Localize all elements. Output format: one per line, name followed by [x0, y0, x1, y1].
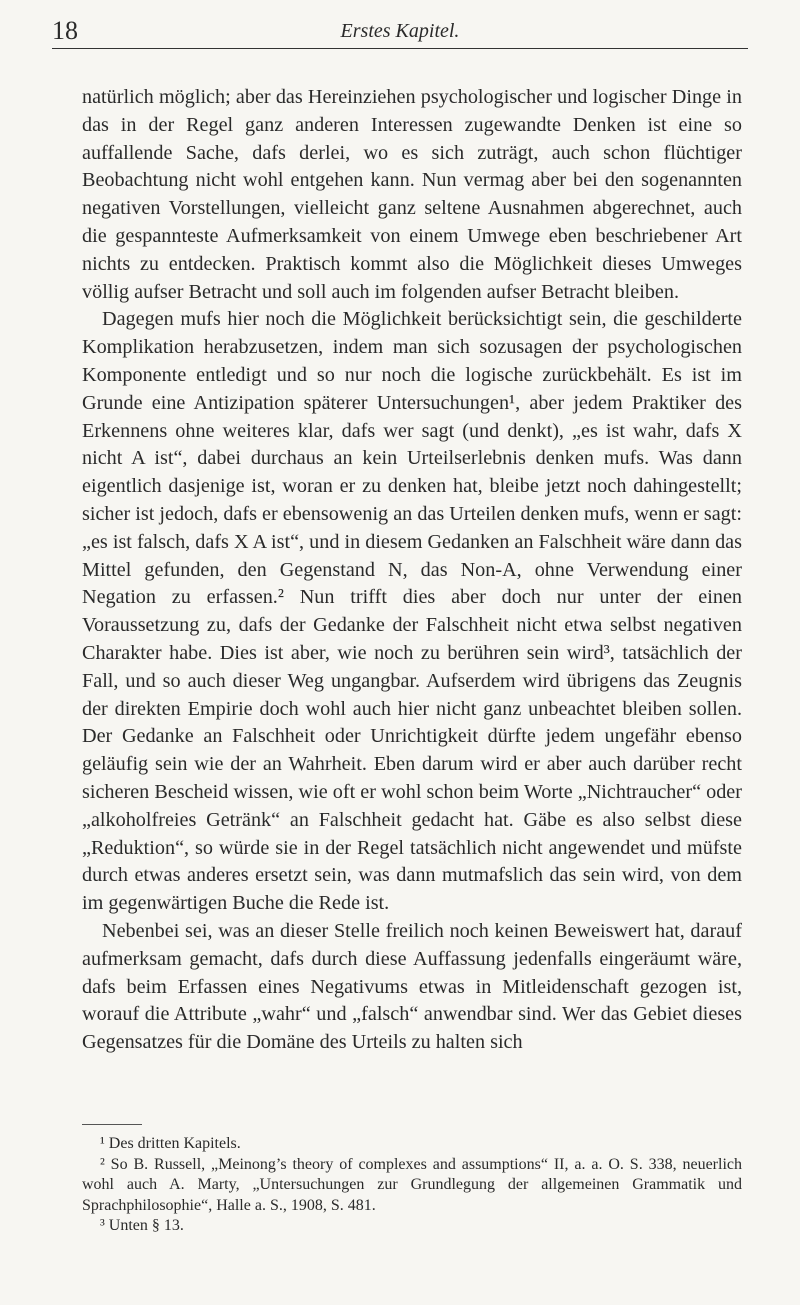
page-header: [52, 14, 748, 49]
footnote-divider: [82, 1124, 142, 1125]
running-head: Erstes Kapitel.: [340, 20, 460, 42]
page-number: 18: [52, 16, 78, 45]
paragraph-1: natürlich möglich; aber das Hereinziehen psychologischer und logischer Dinge in das in der Regel ganz anderen Interessen zugewandte Denken ist eine so auffallende Sache, dafs derlei, wo es sich zuträgt, auch schon flüchtiger Beobachtung nicht wohl entgehen kann. Nun vermag aber bei den sogenannten negativen Vorstellungen, vielleicht ganz seltene Ausnahmen abgerechnet, auch die gespannteste Aufmerksamkeit von einem Umwege eben beschriebener Art nichts zu entdecken. Praktisch kommt also die Möglichkeit dieses Umweges völlig aufser Betracht und soll auch im folgenden aufser Betracht bleiben.: [82, 86, 742, 303]
paragraph-2: Dagegen mufs hier noch die Möglichkeit berücksichtigt sein, die geschilderte Komplikation herabzusetzen, indem man sich sozusagen der psychologischen Komponente entledigt und so nur noch die logische zurückbehält. Es ist im Grunde eine Antizipation späterer Untersuchungen¹, aber jedem Praktiker des Erkennens ohne weiteres klar, dafs wer sagt (und denkt), „es ist wahr, dafs X nicht A ist“, dabei durchaus an kein Urteilserlebnis denken mufs. Was dann eigentlich dasjenige ist, woran er zu denken hat, bleibe jetzt noch dahingestellt; sicher ist jedoch, dafs er ebensowenig an das Urteilen denken mufs, wenn er sagt: „es ist falsch, dafs X A ist“, und in diesem Gedanken an Falschheit wäre dann das Mittel gefunden, den Gegenstand N, das Non-A, ohne Verwendung einer Negation zu erfassen.² Nun trifft dies aber doch nur unter der einen Voraussetzung zu, dafs der Gedanke der Falschheit nicht etwa selbst negativen Charakter habe. Dies ist aber, wie noch zu berühren sein wird³, tatsächlich der Fall, und so auch dieser Weg ungangbar. Aufserdem wird übrigens das Zeugnis der direkten Empirie doch wohl auch hier nicht ganz unbeachtet bleiben sollen. Der Gedanke an Falschheit oder Unrichtigkeit dürfte jedem ungefähr ebenso geläufig sein wie der an Wahrheit. Eben darum wird er aber auch darüber recht sicheren Bescheid wissen, wie oft er wohl schon beim Worte „Nichtraucher“ oder „alkoholfreies Getränk“ an Falschheit gedacht hat. Gäbe es also selbst diese „Reduktion“, so würde sie in der Regel tatsächlich nicht angewendet und müfste durch etwas anderes ersetzt sein, was dann mutmafslich das sein wird, von dem im gegenwärtigen Buche die Rede ist.: [82, 308, 742, 915]
paragraph-3: Nebenbei sei, was an dieser Stelle freilich noch keinen Beweiswert hat, darauf aufmerksam gemacht, dafs durch diese Auffassung jedenfalls eingeräumt wäre, dafs beim Erfassen eines Negativums etwas in Mitleidenschaft gezogen ist, worauf die Attribute „wahr“ und „falsch“ anwendbar sind. Wer das Gebiet dieses Gegensatzes für die Domäne des Urteils zu halten sich: [82, 919, 742, 1054]
footnote-1: ¹ Des dritten Kapitels.: [100, 1135, 241, 1152]
footnotes: [82, 1134, 742, 1237]
footnote-3: ³ Unten § 13.: [100, 1217, 184, 1234]
body-text: [82, 84, 742, 1057]
footnote-2: ² So B. Russell, „Meinong’s theory of complexes and assumptions“ II, a. a. O. S. 338, neuerlich wohl auch A. Marty, „Untersuchungen zur Grundlegung der allgemeinen Grammatik und Sprachphilosophie“, Halle a. S., 1908, S. 481.: [82, 1155, 742, 1214]
